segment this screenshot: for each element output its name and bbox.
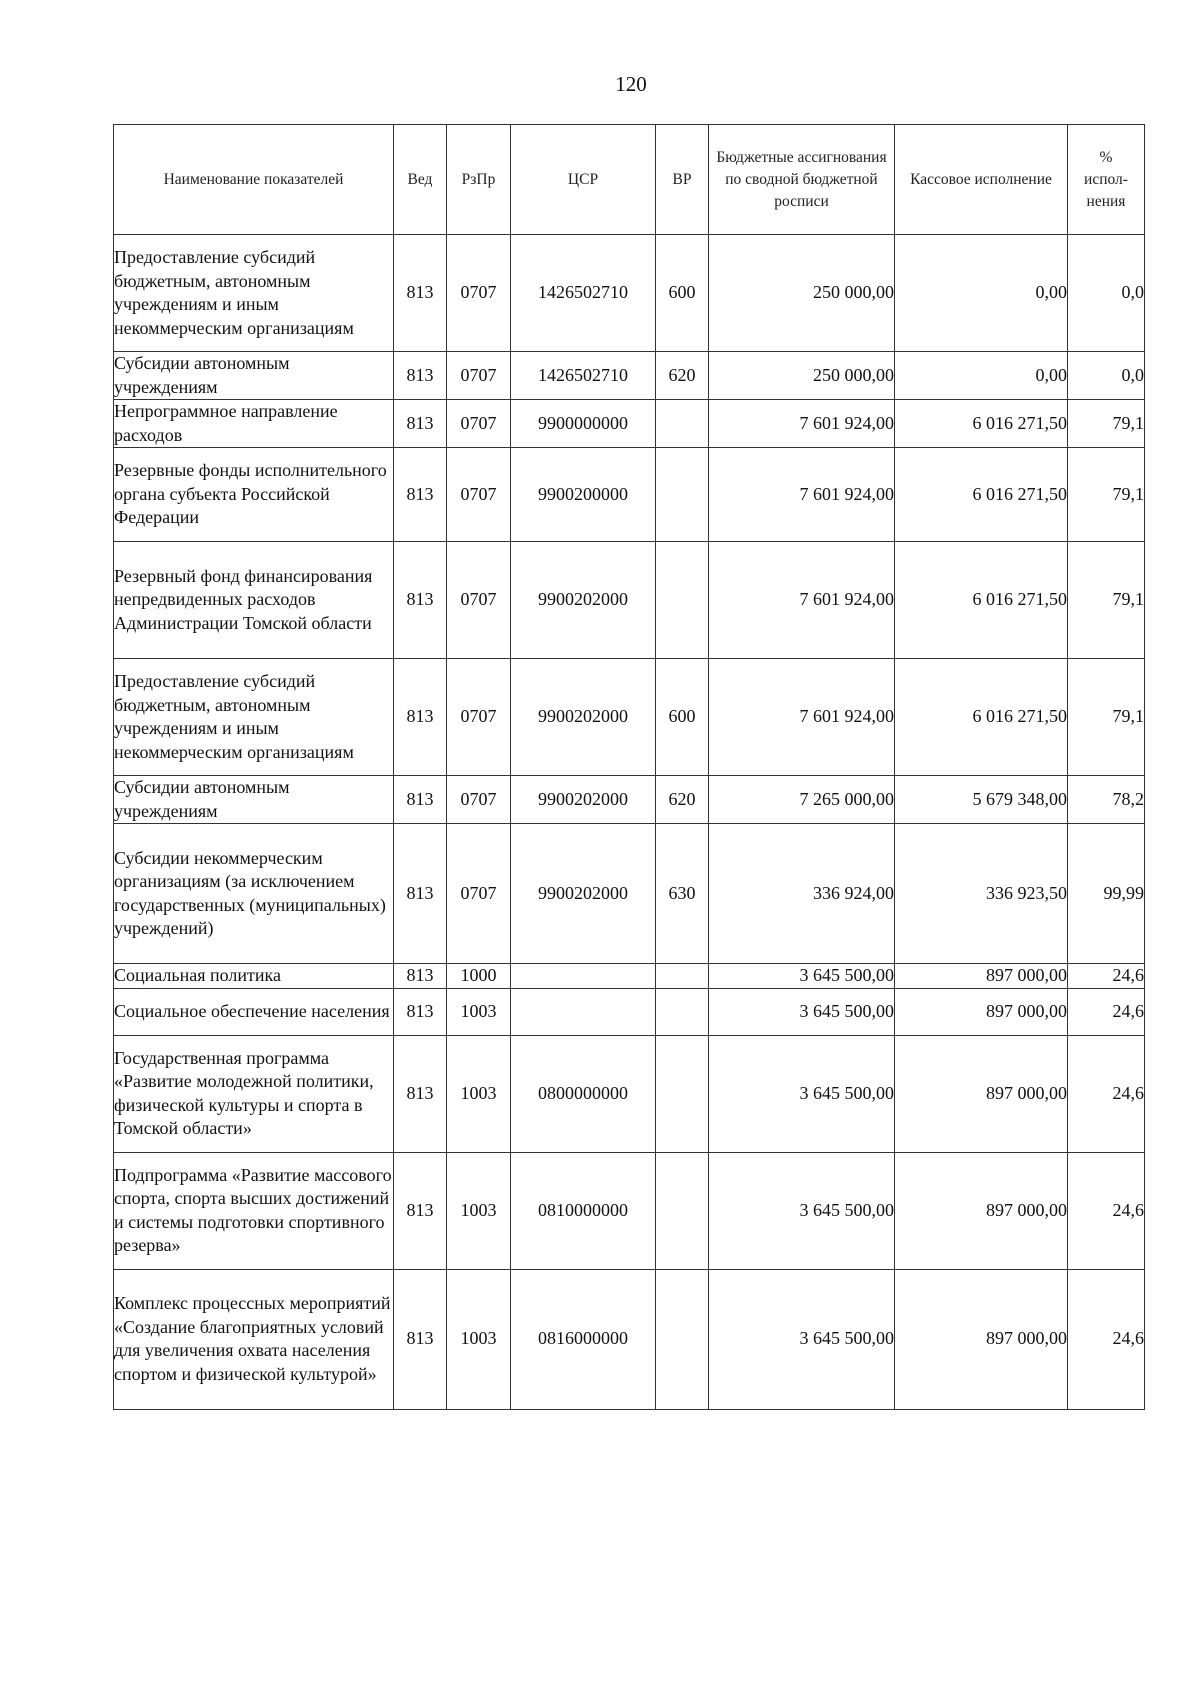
cell-budget: 7 601 924,00	[709, 448, 895, 542]
header-rzpr: РзПр	[447, 125, 511, 235]
table-row	[114, 988, 1145, 1035]
cell-name: Субсидии автономным учреждениям	[114, 776, 394, 824]
cell-vr	[656, 988, 709, 1035]
cell-budget: 250 000,00	[709, 352, 895, 400]
cell-vr	[656, 400, 709, 448]
cell-ved: 813	[394, 352, 447, 400]
cell-vr: 600	[656, 659, 709, 776]
cell-csr	[511, 964, 656, 989]
table-row	[114, 659, 1145, 776]
cell-csr: 0810000000	[511, 1152, 656, 1269]
cell-rzpr: 1003	[447, 1152, 511, 1269]
table-row	[114, 776, 1145, 824]
table-row	[114, 400, 1145, 448]
cell-pct: 79,1	[1068, 542, 1145, 659]
cell-vr	[656, 1269, 709, 1409]
cell-name: Комплекс процессных мероприятий «Создание благоприятных условий для увеличения охвата населения спортом и физической культурой»	[114, 1269, 394, 1409]
table-header-row	[114, 125, 1145, 235]
cell-ved: 813	[394, 964, 447, 989]
header-name: Наименование показателей	[114, 125, 394, 235]
cell-ved: 813	[394, 448, 447, 542]
cell-name: Предоставление субсидий бюджетным, автономным учреждениям и иным некоммерческим организациям	[114, 659, 394, 776]
table-row	[114, 1269, 1145, 1409]
cell-pct: 24,6	[1068, 988, 1145, 1035]
cell-ved: 813	[394, 1152, 447, 1269]
cell-rzpr: 0707	[447, 400, 511, 448]
table-row	[114, 235, 1145, 352]
cell-name: Резервные фонды исполнительного органа субъекта Российской Федерации	[114, 448, 394, 542]
cell-csr: 1426502710	[511, 352, 656, 400]
cell-budget: 250 000,00	[709, 235, 895, 352]
header-vr: ВР	[656, 125, 709, 235]
cell-pct: 24,6	[1068, 964, 1145, 989]
cell-budget: 7 601 924,00	[709, 659, 895, 776]
cell-rzpr: 1003	[447, 988, 511, 1035]
table-row	[114, 352, 1145, 400]
cell-rzpr: 1003	[447, 1269, 511, 1409]
cell-ved: 813	[394, 1035, 447, 1152]
cell-budget: 3 645 500,00	[709, 1152, 895, 1269]
cell-rzpr: 1000	[447, 964, 511, 989]
cell-csr: 1426502710	[511, 235, 656, 352]
cell-ved: 813	[394, 400, 447, 448]
cell-pct: 0,0	[1068, 352, 1145, 400]
cell-vr	[656, 1152, 709, 1269]
cell-pct: 79,1	[1068, 448, 1145, 542]
cell-vr	[656, 1035, 709, 1152]
page-number: 120	[615, 72, 647, 96]
cell-cash: 897 000,00	[895, 1152, 1068, 1269]
cell-pct: 24,6	[1068, 1152, 1145, 1269]
cell-ved: 813	[394, 988, 447, 1035]
cell-cash: 897 000,00	[895, 1035, 1068, 1152]
cell-cash: 5 679 348,00	[895, 776, 1068, 824]
cell-budget: 7 601 924,00	[709, 542, 895, 659]
cell-cash: 0,00	[895, 235, 1068, 352]
cell-pct: 0,0	[1068, 235, 1145, 352]
cell-csr: 0800000000	[511, 1035, 656, 1152]
budget-table	[113, 124, 1145, 1410]
cell-name: Социальное обеспечение населения	[114, 988, 394, 1035]
table-row	[114, 448, 1145, 542]
cell-ved: 813	[394, 235, 447, 352]
cell-vr	[656, 542, 709, 659]
cell-rzpr: 0707	[447, 448, 511, 542]
cell-csr: 0816000000	[511, 1269, 656, 1409]
header-pct: % испол-нения	[1068, 125, 1145, 235]
cell-vr: 620	[656, 352, 709, 400]
cell-rzpr: 0707	[447, 542, 511, 659]
cell-ved: 813	[394, 1269, 447, 1409]
cell-name: Подпрограмма «Развитие массового спорта, спорта высших достижений и системы подготовки спортивного резерва»	[114, 1152, 394, 1269]
cell-csr: 9900202000	[511, 659, 656, 776]
cell-rzpr: 0707	[447, 352, 511, 400]
cell-pct: 79,1	[1068, 659, 1145, 776]
header-cash: Кассовое исполнение	[895, 125, 1068, 235]
cell-cash: 897 000,00	[895, 1269, 1068, 1409]
cell-vr: 620	[656, 776, 709, 824]
cell-vr	[656, 964, 709, 989]
cell-ved: 813	[394, 542, 447, 659]
cell-rzpr: 0707	[447, 776, 511, 824]
cell-name: Субсидии некоммерческим организациям (за исключением государственных (муниципальных) учреждений)	[114, 824, 394, 964]
cell-rzpr: 1003	[447, 1035, 511, 1152]
cell-csr: 9900200000	[511, 448, 656, 542]
table-row	[114, 1035, 1145, 1152]
cell-name: Резервный фонд финансирования непредвиденных расходов Администрации Томской области	[114, 542, 394, 659]
cell-csr: 9900202000	[511, 824, 656, 964]
cell-pct: 78,2	[1068, 776, 1145, 824]
cell-vr: 630	[656, 824, 709, 964]
cell-cash: 897 000,00	[895, 988, 1068, 1035]
cell-budget: 3 645 500,00	[709, 1035, 895, 1152]
cell-cash: 6 016 271,50	[895, 542, 1068, 659]
cell-cash: 6 016 271,50	[895, 400, 1068, 448]
cell-budget: 3 645 500,00	[709, 1269, 895, 1409]
cell-cash: 0,00	[895, 352, 1068, 400]
cell-cash: 6 016 271,50	[895, 448, 1068, 542]
cell-cash: 897 000,00	[895, 964, 1068, 989]
cell-rzpr: 0707	[447, 824, 511, 964]
cell-name: Социальная политика	[114, 964, 394, 989]
cell-budget: 3 645 500,00	[709, 964, 895, 989]
cell-csr: 9900000000	[511, 400, 656, 448]
cell-pct: 99,99	[1068, 824, 1145, 964]
cell-pct: 24,6	[1068, 1035, 1145, 1152]
cell-ved: 813	[394, 824, 447, 964]
cell-name: Государственная программа «Развитие молодежной политики, физической культуры и спорта в Томской области»	[114, 1035, 394, 1152]
cell-name: Непрограммное направление расходов	[114, 400, 394, 448]
header-budget: Бюджетные ассигнования по сводной бюджетной росписи	[709, 125, 895, 235]
cell-csr: 9900202000	[511, 776, 656, 824]
cell-ved: 813	[394, 776, 447, 824]
cell-rzpr: 0707	[447, 659, 511, 776]
cell-rzpr: 0707	[447, 235, 511, 352]
cell-ved: 813	[394, 659, 447, 776]
cell-name: Субсидии автономным учреждениям	[114, 352, 394, 400]
cell-budget: 7 601 924,00	[709, 400, 895, 448]
cell-name: Предоставление субсидий бюджетным, автономным учреждениям и иным некоммерческим организациям	[114, 235, 394, 352]
cell-cash: 6 016 271,50	[895, 659, 1068, 776]
table-row	[114, 964, 1145, 989]
cell-csr	[511, 988, 656, 1035]
cell-vr	[656, 448, 709, 542]
table-row	[114, 824, 1145, 964]
cell-cash: 336 923,50	[895, 824, 1068, 964]
cell-budget: 3 645 500,00	[709, 988, 895, 1035]
table-row	[114, 542, 1145, 659]
cell-budget: 336 924,00	[709, 824, 895, 964]
header-csr: ЦСР	[511, 125, 656, 235]
cell-vr: 600	[656, 235, 709, 352]
cell-pct: 79,1	[1068, 400, 1145, 448]
table-row	[114, 1152, 1145, 1269]
cell-pct: 24,6	[1068, 1269, 1145, 1409]
header-ved: Вед	[394, 125, 447, 235]
cell-csr: 9900202000	[511, 542, 656, 659]
cell-budget: 7 265 000,00	[709, 776, 895, 824]
